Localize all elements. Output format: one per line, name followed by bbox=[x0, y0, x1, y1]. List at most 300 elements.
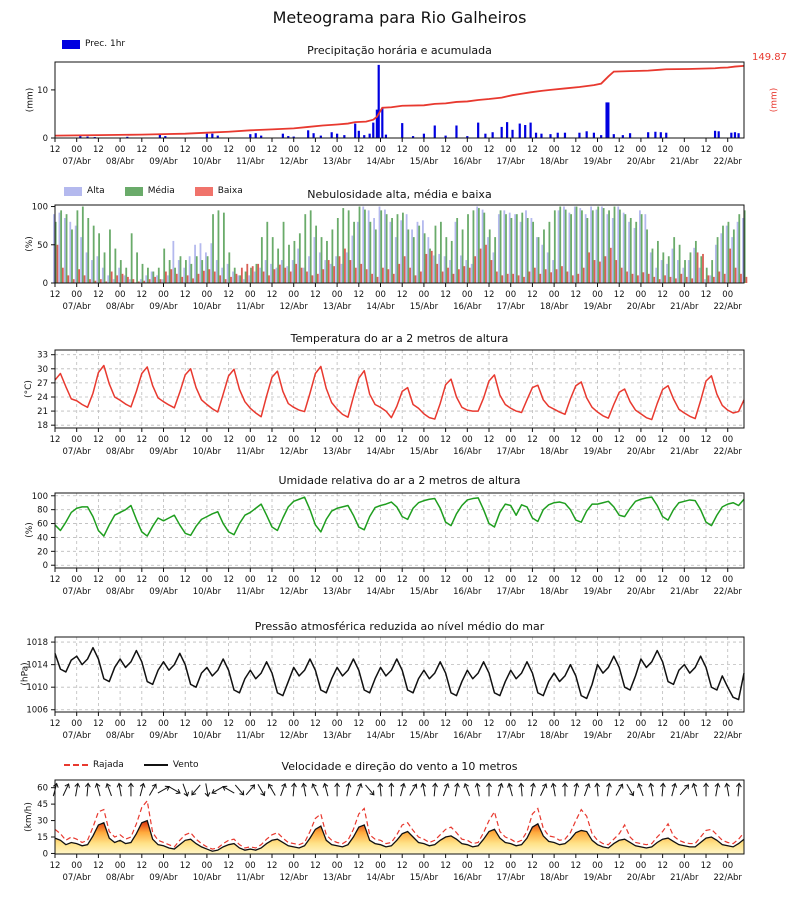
svg-text:00: 00 bbox=[461, 719, 473, 729]
svg-text:12: 12 bbox=[353, 290, 365, 300]
svg-text:12: 12 bbox=[700, 575, 712, 585]
svg-text:14/Abr: 14/Abr bbox=[366, 587, 395, 597]
svg-text:12: 12 bbox=[657, 861, 669, 871]
svg-text:00: 00 bbox=[71, 719, 83, 729]
svg-text:12: 12 bbox=[49, 435, 61, 445]
svg-text:12: 12 bbox=[309, 575, 321, 585]
svg-text:10/Abr: 10/Abr bbox=[192, 447, 222, 457]
svg-text:12: 12 bbox=[266, 435, 278, 445]
svg-text:12: 12 bbox=[613, 575, 625, 585]
svg-text:20/Abr: 20/Abr bbox=[626, 447, 656, 457]
precip-legend-label: Prec. 1hr bbox=[85, 39, 126, 49]
accumulated-total-annotation: 149.87 bbox=[752, 52, 787, 63]
svg-text:12: 12 bbox=[440, 435, 452, 445]
svg-text:18/Abr: 18/Abr bbox=[539, 587, 569, 597]
alta-legend-label: Alta bbox=[87, 186, 105, 196]
svg-text:08/Abr: 08/Abr bbox=[105, 157, 135, 167]
svg-text:00: 00 bbox=[418, 290, 430, 300]
svg-text:09/Abr: 09/Abr bbox=[149, 587, 178, 597]
svg-text:10: 10 bbox=[37, 85, 48, 96]
svg-text:19/Abr: 19/Abr bbox=[583, 731, 612, 741]
svg-text:12: 12 bbox=[309, 861, 321, 871]
svg-text:00: 00 bbox=[418, 145, 430, 155]
svg-text:12: 12 bbox=[92, 575, 104, 585]
svg-text:20/Abr: 20/Abr bbox=[626, 587, 656, 597]
svg-text:12: 12 bbox=[179, 290, 191, 300]
svg-text:00: 00 bbox=[722, 435, 734, 445]
svg-text:00: 00 bbox=[548, 145, 560, 155]
svg-text:33: 33 bbox=[37, 350, 48, 361]
svg-text:14/Abr: 14/Abr bbox=[366, 447, 395, 457]
svg-text:16/Abr: 16/Abr bbox=[453, 447, 482, 457]
svg-text:13/Abr: 13/Abr bbox=[322, 587, 352, 597]
svg-text:00: 00 bbox=[375, 719, 386, 729]
pressure-chart bbox=[26, 637, 744, 741]
svg-text:0: 0 bbox=[42, 134, 48, 144]
svg-text:15/Abr: 15/Abr bbox=[409, 157, 439, 167]
svg-text:00: 00 bbox=[635, 435, 647, 445]
svg-text:11/Abr: 11/Abr bbox=[236, 302, 265, 312]
clouds-title: Nebulosidade alta, média e baixa bbox=[307, 188, 492, 201]
media-legend-label: Média bbox=[147, 186, 175, 196]
svg-text:12: 12 bbox=[49, 145, 61, 155]
svg-text:00: 00 bbox=[71, 861, 83, 871]
vento-legend-line bbox=[144, 764, 168, 766]
svg-text:22/Abr: 22/Abr bbox=[713, 447, 742, 457]
svg-text:08/Abr: 08/Abr bbox=[105, 587, 135, 597]
svg-text:00: 00 bbox=[635, 719, 647, 729]
svg-text:11/Abr: 11/Abr bbox=[236, 587, 265, 597]
svg-text:12: 12 bbox=[136, 435, 148, 445]
svg-text:12: 12 bbox=[527, 290, 538, 300]
svg-text:13/Abr: 13/Abr bbox=[322, 302, 352, 312]
svg-text:00: 00 bbox=[288, 290, 300, 300]
svg-text:80: 80 bbox=[37, 505, 48, 516]
svg-text:12: 12 bbox=[136, 861, 148, 871]
svg-text:10/Abr: 10/Abr bbox=[192, 587, 222, 597]
svg-text:14/Abr: 14/Abr bbox=[366, 873, 395, 883]
svg-text:12: 12 bbox=[92, 435, 104, 445]
svg-text:0: 0 bbox=[42, 849, 48, 860]
svg-text:12: 12 bbox=[483, 435, 495, 445]
clouds-ylabel: (%) bbox=[24, 236, 35, 252]
svg-text:17/Abr: 17/Abr bbox=[496, 302, 525, 312]
svg-text:00: 00 bbox=[678, 861, 690, 871]
svg-text:00: 00 bbox=[158, 145, 169, 155]
svg-text:12: 12 bbox=[570, 145, 582, 155]
svg-text:00: 00 bbox=[201, 290, 213, 300]
svg-text:12: 12 bbox=[570, 575, 582, 585]
svg-text:12: 12 bbox=[700, 145, 712, 155]
svg-text:07/Abr: 07/Abr bbox=[62, 157, 91, 167]
svg-text:21: 21 bbox=[37, 407, 48, 418]
svg-text:12: 12 bbox=[657, 145, 669, 155]
svg-text:00: 00 bbox=[592, 575, 603, 585]
svg-text:12: 12 bbox=[700, 861, 712, 871]
svg-text:07/Abr: 07/Abr bbox=[62, 302, 91, 312]
cloud-bars-média bbox=[55, 207, 746, 283]
svg-text:18/Abr: 18/Abr bbox=[539, 873, 569, 883]
temperature-chart bbox=[37, 350, 744, 457]
svg-text:00: 00 bbox=[201, 719, 213, 729]
svg-text:21/Abr: 21/Abr bbox=[670, 587, 699, 597]
wind-title: Velocidade e direção do vento a 10 metros bbox=[281, 760, 518, 773]
svg-text:12/Abr: 12/Abr bbox=[279, 302, 308, 312]
svg-text:12: 12 bbox=[613, 861, 625, 871]
svg-text:00: 00 bbox=[418, 575, 430, 585]
svg-text:09/Abr: 09/Abr bbox=[149, 731, 178, 741]
svg-text:12/Abr: 12/Abr bbox=[279, 873, 308, 883]
svg-text:12: 12 bbox=[136, 719, 148, 729]
svg-text:00: 00 bbox=[158, 861, 169, 871]
svg-text:12: 12 bbox=[440, 145, 452, 155]
svg-text:00: 00 bbox=[678, 575, 690, 585]
svg-text:12: 12 bbox=[223, 145, 235, 155]
svg-text:12: 12 bbox=[483, 575, 495, 585]
precip-bars bbox=[79, 65, 739, 138]
svg-text:00: 00 bbox=[505, 145, 517, 155]
svg-text:09/Abr: 09/Abr bbox=[149, 447, 178, 457]
svg-text:00: 00 bbox=[201, 575, 213, 585]
svg-text:00: 00 bbox=[288, 145, 300, 155]
svg-text:19/Abr: 19/Abr bbox=[583, 587, 612, 597]
svg-text:12: 12 bbox=[483, 861, 495, 871]
svg-text:12: 12 bbox=[440, 861, 452, 871]
svg-text:12: 12 bbox=[266, 719, 278, 729]
svg-text:12: 12 bbox=[353, 861, 365, 871]
wind-ylabel: (km/h) bbox=[23, 802, 34, 832]
svg-text:00: 00 bbox=[331, 290, 343, 300]
svg-text:00: 00 bbox=[418, 719, 430, 729]
svg-text:100: 100 bbox=[31, 491, 48, 502]
svg-text:07/Abr: 07/Abr bbox=[62, 731, 91, 741]
svg-text:10/Abr: 10/Abr bbox=[192, 157, 222, 167]
svg-text:21/Abr: 21/Abr bbox=[670, 157, 699, 167]
svg-text:15: 15 bbox=[37, 833, 48, 844]
svg-text:12: 12 bbox=[570, 290, 582, 300]
svg-text:00: 00 bbox=[505, 719, 517, 729]
svg-text:15/Abr: 15/Abr bbox=[409, 731, 439, 741]
svg-text:21/Abr: 21/Abr bbox=[670, 731, 699, 741]
svg-text:00: 00 bbox=[331, 719, 343, 729]
svg-text:12: 12 bbox=[570, 719, 582, 729]
svg-text:12: 12 bbox=[527, 719, 538, 729]
svg-text:22/Abr: 22/Abr bbox=[713, 873, 742, 883]
svg-text:18: 18 bbox=[37, 421, 48, 432]
svg-text:00: 00 bbox=[592, 290, 603, 300]
wind-chart bbox=[37, 780, 744, 883]
svg-text:00: 00 bbox=[114, 290, 126, 300]
svg-text:12: 12 bbox=[440, 719, 452, 729]
svg-text:00: 00 bbox=[722, 719, 734, 729]
svg-text:00: 00 bbox=[331, 145, 343, 155]
svg-text:30: 30 bbox=[37, 816, 48, 827]
svg-text:45: 45 bbox=[37, 800, 48, 811]
svg-text:22/Abr: 22/Abr bbox=[713, 302, 742, 312]
svg-text:12: 12 bbox=[700, 719, 712, 729]
svg-text:15/Abr: 15/Abr bbox=[409, 447, 439, 457]
svg-text:21/Abr: 21/Abr bbox=[670, 302, 699, 312]
svg-text:11/Abr: 11/Abr bbox=[236, 157, 265, 167]
vento-legend-label: Vento bbox=[172, 760, 199, 770]
svg-text:20/Abr: 20/Abr bbox=[626, 302, 656, 312]
svg-text:00: 00 bbox=[461, 861, 473, 871]
svg-text:100: 100 bbox=[31, 202, 48, 213]
svg-text:00: 00 bbox=[635, 861, 647, 871]
svg-text:00: 00 bbox=[331, 435, 343, 445]
svg-text:12: 12 bbox=[527, 861, 538, 871]
svg-text:00: 00 bbox=[635, 290, 647, 300]
humidity-chart bbox=[32, 492, 744, 597]
svg-text:00: 00 bbox=[114, 575, 126, 585]
svg-text:12/Abr: 12/Abr bbox=[279, 587, 308, 597]
svg-text:12: 12 bbox=[49, 861, 61, 871]
svg-text:09/Abr: 09/Abr bbox=[149, 302, 178, 312]
svg-text:13/Abr: 13/Abr bbox=[322, 731, 352, 741]
svg-text:00: 00 bbox=[244, 719, 256, 729]
svg-text:12: 12 bbox=[179, 575, 191, 585]
clouds-chart bbox=[32, 203, 748, 312]
svg-text:00: 00 bbox=[461, 290, 473, 300]
svg-text:00: 00 bbox=[548, 575, 560, 585]
svg-text:12: 12 bbox=[700, 435, 712, 445]
svg-text:12: 12 bbox=[657, 435, 669, 445]
svg-text:40: 40 bbox=[37, 533, 48, 544]
baixa-legend-label: Baixa bbox=[217, 186, 243, 196]
svg-text:12: 12 bbox=[483, 145, 495, 155]
svg-text:00: 00 bbox=[114, 145, 126, 155]
svg-text:12: 12 bbox=[309, 435, 321, 445]
svg-text:17/Abr: 17/Abr bbox=[496, 873, 525, 883]
svg-text:17/Abr: 17/Abr bbox=[496, 157, 525, 167]
svg-text:13/Abr: 13/Abr bbox=[322, 873, 352, 883]
svg-text:14/Abr: 14/Abr bbox=[366, 157, 395, 167]
svg-text:00: 00 bbox=[678, 290, 690, 300]
svg-text:12: 12 bbox=[266, 290, 278, 300]
svg-text:30: 30 bbox=[37, 364, 48, 375]
svg-text:00: 00 bbox=[635, 145, 647, 155]
svg-text:12: 12 bbox=[136, 145, 148, 155]
svg-text:12: 12 bbox=[353, 435, 365, 445]
svg-text:12/Abr: 12/Abr bbox=[279, 157, 308, 167]
svg-text:12: 12 bbox=[657, 290, 669, 300]
svg-text:00: 00 bbox=[158, 719, 169, 729]
svg-text:12: 12 bbox=[440, 575, 452, 585]
svg-text:07/Abr: 07/Abr bbox=[62, 447, 91, 457]
svg-text:00: 00 bbox=[244, 290, 256, 300]
wind-direction-arrows bbox=[51, 783, 742, 797]
svg-text:12: 12 bbox=[353, 575, 365, 585]
svg-text:00: 00 bbox=[461, 435, 473, 445]
svg-text:00: 00 bbox=[505, 290, 517, 300]
svg-text:12: 12 bbox=[49, 290, 61, 300]
svg-text:00: 00 bbox=[461, 575, 473, 585]
svg-text:10/Abr: 10/Abr bbox=[192, 873, 222, 883]
svg-text:00: 00 bbox=[114, 435, 126, 445]
svg-text:00: 00 bbox=[418, 861, 430, 871]
svg-text:12: 12 bbox=[527, 145, 538, 155]
svg-text:60: 60 bbox=[37, 519, 48, 530]
svg-text:16/Abr: 16/Abr bbox=[453, 873, 482, 883]
svg-text:12: 12 bbox=[483, 719, 495, 729]
svg-text:12: 12 bbox=[700, 290, 712, 300]
svg-text:1014: 1014 bbox=[26, 660, 48, 671]
svg-text:12: 12 bbox=[136, 575, 148, 585]
svg-text:00: 00 bbox=[592, 861, 603, 871]
svg-text:12: 12 bbox=[309, 719, 321, 729]
svg-text:00: 00 bbox=[201, 145, 213, 155]
svg-text:11/Abr: 11/Abr bbox=[236, 447, 265, 457]
svg-text:00: 00 bbox=[505, 575, 517, 585]
svg-text:21/Abr: 21/Abr bbox=[670, 447, 699, 457]
svg-text:00: 00 bbox=[71, 145, 83, 155]
svg-text:21/Abr: 21/Abr bbox=[670, 873, 699, 883]
svg-text:12: 12 bbox=[309, 145, 321, 155]
svg-text:12: 12 bbox=[483, 290, 495, 300]
svg-text:13/Abr: 13/Abr bbox=[322, 157, 352, 167]
svg-text:12: 12 bbox=[266, 861, 278, 871]
svg-text:00: 00 bbox=[375, 861, 386, 871]
svg-text:00: 00 bbox=[678, 719, 690, 729]
svg-text:18/Abr: 18/Abr bbox=[539, 302, 569, 312]
svg-text:15/Abr: 15/Abr bbox=[409, 587, 439, 597]
svg-text:19/Abr: 19/Abr bbox=[583, 302, 612, 312]
svg-text:1006: 1006 bbox=[26, 705, 48, 716]
svg-text:22/Abr: 22/Abr bbox=[713, 731, 742, 741]
svg-text:00: 00 bbox=[418, 435, 430, 445]
svg-text:00: 00 bbox=[461, 145, 473, 155]
svg-text:19/Abr: 19/Abr bbox=[583, 447, 612, 457]
pressure-title: Pressão atmosférica reduzida ao nível médio do mar bbox=[254, 620, 545, 633]
svg-text:00: 00 bbox=[71, 575, 83, 585]
svg-text:12: 12 bbox=[223, 435, 235, 445]
svg-text:0: 0 bbox=[42, 561, 48, 572]
svg-text:00: 00 bbox=[288, 861, 300, 871]
svg-text:20: 20 bbox=[37, 547, 48, 558]
svg-text:12/Abr: 12/Abr bbox=[279, 731, 308, 741]
temperature-ylabel: (°C) bbox=[23, 380, 34, 398]
precip-legend-swatch bbox=[62, 40, 80, 49]
rajada-legend-line bbox=[64, 764, 88, 766]
svg-text:13/Abr: 13/Abr bbox=[322, 447, 352, 457]
svg-text:00: 00 bbox=[592, 435, 603, 445]
rajada-legend-label: Rajada bbox=[93, 760, 124, 770]
svg-text:12: 12 bbox=[353, 145, 365, 155]
svg-text:09/Abr: 09/Abr bbox=[149, 873, 178, 883]
svg-text:00: 00 bbox=[288, 435, 300, 445]
svg-text:17/Abr: 17/Abr bbox=[496, 447, 525, 457]
svg-text:12: 12 bbox=[657, 719, 669, 729]
svg-text:00: 00 bbox=[548, 435, 560, 445]
svg-text:12: 12 bbox=[179, 435, 191, 445]
svg-text:12: 12 bbox=[570, 861, 582, 871]
svg-text:00: 00 bbox=[288, 719, 300, 729]
svg-text:27: 27 bbox=[37, 378, 48, 389]
svg-text:20/Abr: 20/Abr bbox=[626, 731, 656, 741]
wind-legend bbox=[64, 760, 213, 770]
svg-text:12: 12 bbox=[136, 290, 148, 300]
svg-text:00: 00 bbox=[592, 719, 603, 729]
precip-legend bbox=[62, 39, 139, 49]
svg-text:60: 60 bbox=[37, 783, 48, 794]
svg-text:12: 12 bbox=[396, 290, 408, 300]
svg-text:12: 12 bbox=[527, 575, 538, 585]
svg-text:14/Abr: 14/Abr bbox=[366, 731, 395, 741]
svg-text:00: 00 bbox=[548, 719, 560, 729]
svg-text:12: 12 bbox=[396, 575, 408, 585]
svg-text:00: 00 bbox=[678, 435, 690, 445]
svg-text:12: 12 bbox=[179, 861, 191, 871]
svg-text:1018: 1018 bbox=[26, 638, 48, 649]
svg-text:00: 00 bbox=[505, 435, 517, 445]
svg-text:14/Abr: 14/Abr bbox=[366, 302, 395, 312]
svg-text:00: 00 bbox=[114, 719, 126, 729]
svg-text:12: 12 bbox=[440, 290, 452, 300]
svg-text:12: 12 bbox=[396, 719, 408, 729]
svg-text:18/Abr: 18/Abr bbox=[539, 447, 569, 457]
media-legend-swatch bbox=[125, 187, 143, 196]
svg-text:1010: 1010 bbox=[26, 683, 48, 694]
svg-text:12: 12 bbox=[396, 145, 408, 155]
svg-text:16/Abr: 16/Abr bbox=[453, 731, 482, 741]
svg-text:00: 00 bbox=[244, 145, 256, 155]
svg-text:12: 12 bbox=[613, 719, 625, 729]
svg-text:00: 00 bbox=[635, 575, 647, 585]
clouds-legend bbox=[64, 186, 257, 196]
svg-text:12: 12 bbox=[49, 719, 61, 729]
svg-text:00: 00 bbox=[71, 290, 83, 300]
svg-text:10/Abr: 10/Abr bbox=[192, 731, 222, 741]
svg-text:16/Abr: 16/Abr bbox=[453, 302, 482, 312]
svg-text:50: 50 bbox=[37, 240, 48, 251]
svg-text:12: 12 bbox=[353, 719, 365, 729]
svg-text:11/Abr: 11/Abr bbox=[236, 731, 265, 741]
precip-chart bbox=[37, 62, 744, 167]
svg-text:00: 00 bbox=[678, 145, 690, 155]
svg-text:12: 12 bbox=[92, 861, 104, 871]
svg-text:12: 12 bbox=[266, 145, 278, 155]
svg-text:12: 12 bbox=[223, 861, 235, 871]
svg-text:00: 00 bbox=[548, 290, 560, 300]
svg-text:15/Abr: 15/Abr bbox=[409, 302, 439, 312]
svg-text:17/Abr: 17/Abr bbox=[496, 587, 525, 597]
accumulated-line bbox=[55, 66, 744, 136]
svg-text:00: 00 bbox=[331, 575, 343, 585]
svg-text:00: 00 bbox=[71, 435, 83, 445]
svg-text:08/Abr: 08/Abr bbox=[105, 731, 135, 741]
svg-text:00: 00 bbox=[158, 575, 169, 585]
svg-text:00: 00 bbox=[201, 861, 213, 871]
svg-text:15/Abr: 15/Abr bbox=[409, 873, 439, 883]
svg-text:18/Abr: 18/Abr bbox=[539, 731, 569, 741]
svg-text:12: 12 bbox=[179, 145, 191, 155]
svg-text:00: 00 bbox=[505, 861, 517, 871]
svg-text:12: 12 bbox=[527, 435, 538, 445]
svg-text:00: 00 bbox=[375, 290, 386, 300]
svg-text:22/Abr: 22/Abr bbox=[713, 587, 742, 597]
svg-text:00: 00 bbox=[158, 435, 169, 445]
svg-text:19/Abr: 19/Abr bbox=[583, 157, 612, 167]
svg-text:22/Abr: 22/Abr bbox=[713, 157, 742, 167]
svg-text:16/Abr: 16/Abr bbox=[453, 587, 482, 597]
svg-text:00: 00 bbox=[331, 861, 343, 871]
pressure-ylabel: (hPa) bbox=[20, 662, 31, 686]
svg-text:08/Abr: 08/Abr bbox=[105, 302, 135, 312]
svg-text:12: 12 bbox=[92, 719, 104, 729]
svg-text:19/Abr: 19/Abr bbox=[583, 873, 612, 883]
svg-text:09/Abr: 09/Abr bbox=[149, 157, 178, 167]
svg-text:07/Abr: 07/Abr bbox=[62, 873, 91, 883]
